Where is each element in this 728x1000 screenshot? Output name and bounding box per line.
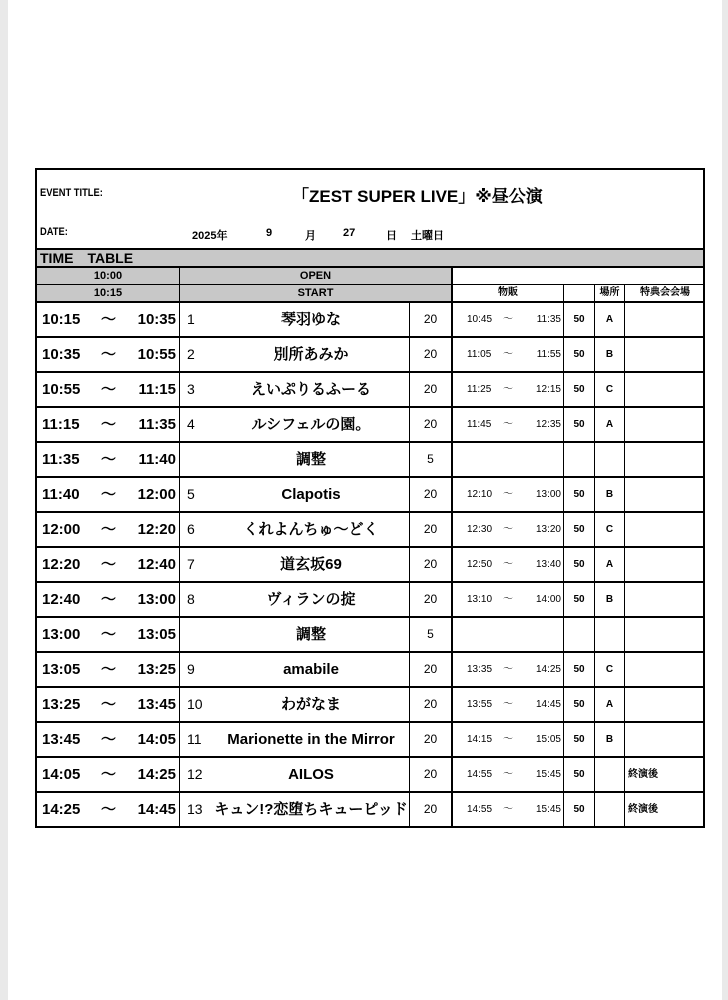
start-time: 10:15 (37, 285, 180, 301)
merch-time-tilde (503, 443, 515, 476)
set-duration: 20 (423, 697, 438, 711)
bonus-venue (628, 583, 698, 616)
merch-start-time: 14:15 (467, 734, 493, 745)
timetable-row (37, 443, 703, 478)
column-divider (179, 548, 180, 581)
merch-time-tilde: 〜 (503, 384, 513, 395)
merch-start-time (467, 618, 497, 651)
set-time-tilde: 〜 (101, 626, 117, 643)
bonus-venue (628, 548, 698, 581)
merch-end-time: 14:25 (535, 664, 561, 675)
column-divider (624, 303, 625, 336)
column-divider (624, 688, 625, 721)
merch-place: A (605, 699, 614, 710)
merch-time-tilde: 〜 (503, 804, 513, 815)
act-number: 6 (187, 521, 195, 537)
set-end-time: 13:25 (137, 661, 176, 678)
act-name: amabile (283, 661, 339, 678)
merch-start-time: 13:10 (467, 594, 493, 605)
merch-place: A (605, 559, 614, 570)
set-start-time: 13:00 (42, 626, 81, 643)
merch-start-time: 10:45 (467, 314, 493, 325)
merch-end-time: 15:05 (535, 734, 561, 745)
bonus-venue (628, 373, 698, 406)
date-label: DATE: (40, 226, 68, 238)
act-name: 調整 (295, 451, 326, 468)
column-divider (179, 758, 180, 791)
set-start-time: 11:40 (42, 486, 80, 503)
timetable-row (37, 723, 703, 758)
set-time-tilde: 〜 (101, 731, 117, 748)
column-divider (451, 688, 453, 721)
act-number: 8 (187, 591, 195, 607)
set-time-tilde: 〜 (101, 696, 117, 713)
column-divider (179, 513, 180, 546)
column-divider (451, 303, 453, 336)
set-duration: 20 (423, 487, 438, 501)
act-number: 11 (187, 731, 202, 747)
merch-time-tilde: 〜 (503, 489, 513, 500)
merch-duration: 50 (573, 769, 585, 780)
merch-duration (564, 618, 594, 651)
set-duration: 5 (427, 452, 434, 466)
bonus-venue (628, 443, 698, 476)
merch-start-time: 13:55 (467, 699, 493, 710)
column-divider (451, 653, 453, 686)
act-number: 1 (187, 311, 195, 327)
set-duration: 20 (423, 662, 438, 676)
timetable-document (35, 168, 705, 828)
act-name: わがなま (280, 696, 341, 713)
set-start-time: 14:05 (42, 766, 81, 783)
column-divider (624, 723, 625, 756)
merch-place: C (605, 664, 614, 675)
column-divider (179, 338, 180, 371)
paper-sheet (8, 0, 722, 1000)
merch-time-tilde: 〜 (503, 664, 513, 675)
set-start-time: 11:15 (42, 416, 80, 433)
merch-duration: 50 (573, 699, 585, 710)
date-year: 2025年 (192, 230, 228, 242)
merch-time-tilde: 〜 (503, 734, 513, 745)
bonus-venue (628, 618, 698, 651)
act-number: 13 (187, 801, 203, 817)
set-start-time: 12:40 (42, 591, 81, 608)
timetable-row (37, 618, 703, 653)
act-name: えいぷりるふーる (250, 381, 371, 398)
timetable-rows (37, 303, 703, 826)
column-divider (179, 583, 180, 616)
date-day-number: 27 (343, 227, 356, 239)
merch-place: A (605, 419, 614, 430)
date-day-unit: 日 (386, 230, 397, 242)
merch-start-time: 11:45 (467, 419, 492, 430)
column-divider (624, 443, 625, 476)
set-end-time: 13:00 (137, 591, 176, 608)
timetable-row (37, 478, 703, 513)
merch-duration: 50 (573, 384, 585, 395)
timetable-row (37, 303, 703, 338)
merch-duration: 50 (573, 489, 585, 500)
set-time-tilde: 〜 (101, 521, 117, 538)
act-number: 4 (187, 416, 195, 432)
set-end-time: 14:45 (137, 801, 176, 818)
set-end-time: 13:45 (137, 696, 176, 713)
merch-time-tilde: 〜 (503, 314, 513, 325)
column-headers (453, 285, 703, 301)
bonus-venue-header: 特典会会場 (640, 287, 690, 298)
set-start-time: 13:45 (42, 731, 81, 748)
merch-place (595, 758, 624, 791)
merch-start-time: 12:50 (467, 559, 493, 570)
set-time-tilde: 〜 (101, 486, 117, 503)
open-label: OPEN (180, 268, 453, 284)
merch-end-time: 13:00 (535, 489, 561, 500)
merch-time-tilde: 〜 (503, 349, 513, 360)
set-duration: 20 (423, 522, 438, 536)
act-name: 道玄坂69 (280, 556, 342, 573)
merch-time-tilde: 〜 (503, 559, 513, 570)
set-duration: 20 (423, 312, 438, 326)
bonus-venue (628, 688, 698, 721)
act-number (187, 618, 211, 651)
act-number: 7 (187, 556, 195, 572)
merch-start-time: 11:05 (467, 349, 492, 360)
set-time-tilde: 〜 (101, 416, 117, 433)
merch-duration: 50 (573, 314, 585, 325)
set-end-time: 14:05 (137, 731, 176, 748)
set-end-time: 12:20 (137, 521, 176, 538)
merch-duration (564, 443, 594, 476)
column-divider (179, 303, 180, 336)
column-divider (624, 408, 625, 441)
event-title: 「ZEST SUPER LIVE」※昼公演 (292, 187, 543, 206)
column-divider (451, 583, 453, 616)
column-divider (179, 373, 180, 406)
set-end-time: 10:35 (137, 311, 176, 328)
set-duration: 20 (423, 382, 438, 396)
set-start-time: 10:55 (42, 381, 81, 398)
bonus-venue (628, 513, 698, 546)
merch-end-time: 12:35 (535, 419, 561, 430)
set-start-time: 14:25 (42, 801, 81, 818)
merch-header: 物販 (453, 285, 564, 301)
set-time-tilde: 〜 (101, 801, 117, 818)
set-time-tilde: 〜 (101, 381, 117, 398)
set-time-tilde: 〜 (101, 661, 117, 678)
set-time-tilde: 〜 (101, 451, 117, 468)
event-title-row (37, 170, 703, 218)
merch-duration: 50 (573, 349, 585, 360)
timetable-row (37, 513, 703, 548)
set-time-tilde: 〜 (101, 591, 117, 608)
timetable-row (37, 758, 703, 793)
timetable-row (37, 653, 703, 688)
set-end-time: 14:25 (137, 766, 176, 783)
column-divider (179, 723, 180, 756)
bonus-venue (628, 303, 698, 336)
act-name: ルシフェルの園。 (251, 416, 371, 433)
set-end-time: 10:55 (137, 346, 176, 363)
merch-time-tilde: 〜 (503, 524, 513, 535)
place-header: 場所 (595, 285, 625, 301)
act-name: ヴィランの掟 (266, 591, 356, 608)
merch-duration: 50 (573, 594, 585, 605)
set-start-time: 12:20 (42, 556, 81, 573)
set-end-time: 11:15 (138, 381, 176, 398)
timetable-row (37, 373, 703, 408)
merch-start-time: 13:35 (467, 664, 493, 675)
set-end-time: 11:40 (138, 451, 176, 468)
date-weekday: 土曜日 (411, 230, 444, 242)
date-month-number: 9 (266, 227, 273, 239)
merch-place (595, 618, 624, 651)
act-name: くれよんちゅ〜どく (243, 521, 379, 538)
column-divider (624, 338, 625, 371)
column-divider (451, 338, 453, 371)
set-duration: 20 (423, 557, 438, 571)
merch-place (595, 793, 624, 826)
act-name: キュン!?恋堕ちキューピッド (214, 801, 408, 818)
set-start-time: 11:35 (42, 451, 80, 468)
act-name: 別所あみか (273, 346, 349, 363)
set-duration: 20 (423, 417, 438, 431)
timetable-row (37, 688, 703, 723)
column-divider (624, 758, 625, 791)
merch-start-time: 11:25 (467, 384, 492, 395)
column-divider (451, 793, 453, 826)
column-divider (451, 548, 453, 581)
merch-duration: 50 (573, 804, 585, 815)
act-number (187, 443, 211, 476)
merch-start-time: 14:55 (467, 769, 493, 780)
column-divider (624, 793, 625, 826)
bonus-venue: 終演後 (628, 804, 658, 815)
merch-place (595, 443, 624, 476)
bonus-venue (628, 408, 698, 441)
set-duration: 20 (423, 767, 438, 781)
column-divider (451, 618, 453, 651)
merch-duration: 50 (573, 419, 585, 430)
column-divider (451, 478, 453, 511)
set-time-tilde: 〜 (101, 766, 117, 783)
set-duration: 20 (423, 802, 438, 816)
column-divider (179, 688, 180, 721)
column-divider (624, 653, 625, 686)
column-divider (451, 513, 453, 546)
merch-time-tilde: 〜 (503, 594, 513, 605)
act-name: 琴羽ゆな (280, 311, 341, 328)
timetable-row (37, 793, 703, 826)
column-divider (451, 443, 453, 476)
column-divider (624, 478, 625, 511)
timetable-row (37, 338, 703, 373)
act-name: Marionette in the Mirror (227, 731, 395, 748)
open-row (37, 268, 703, 285)
bonus-venue (628, 723, 698, 756)
merch-duration-header (564, 285, 595, 301)
merch-place: A (605, 314, 614, 325)
set-start-time: 10:35 (42, 346, 81, 363)
merch-duration: 50 (573, 559, 585, 570)
act-number: 3 (187, 381, 195, 397)
column-divider (179, 408, 180, 441)
column-divider (179, 478, 180, 511)
merch-end-time (527, 618, 561, 651)
set-time-tilde: 〜 (101, 346, 117, 363)
act-number: 2 (187, 346, 195, 362)
set-time-tilde: 〜 (101, 556, 117, 573)
column-divider (624, 583, 625, 616)
merch-place: B (605, 489, 614, 500)
set-duration: 20 (423, 592, 438, 606)
act-number: 5 (187, 486, 195, 502)
merch-place: C (605, 384, 614, 395)
bonus-venue (628, 653, 698, 686)
set-start-time: 10:15 (42, 311, 81, 328)
merch-start-time: 14:55 (467, 804, 493, 815)
merch-start-time: 12:30 (467, 524, 493, 535)
act-number: 10 (187, 696, 203, 712)
merch-place: B (605, 594, 614, 605)
act-number: 9 (187, 661, 195, 677)
event-title-label: EVENT TITLE: (40, 187, 103, 199)
set-start-time: 12:00 (42, 521, 81, 538)
merch-duration: 50 (573, 524, 585, 535)
merch-end-time: 15:45 (535, 804, 561, 815)
column-divider (179, 653, 180, 686)
set-time-tilde: 〜 (101, 311, 117, 328)
merch-duration: 50 (573, 664, 585, 675)
bonus-venue (628, 478, 698, 511)
bonus-venue: 終演後 (628, 769, 658, 780)
column-divider (451, 758, 453, 791)
merch-end-time: 13:40 (535, 559, 561, 570)
merch-end-time: 12:15 (535, 384, 561, 395)
column-divider (451, 408, 453, 441)
act-name: 調整 (295, 626, 326, 643)
set-start-time: 13:05 (42, 661, 81, 678)
timetable-row (37, 583, 703, 618)
set-end-time: 13:05 (137, 626, 176, 643)
column-divider (624, 548, 625, 581)
merch-end-time: 15:45 (535, 769, 561, 780)
date-month-unit: 月 (305, 230, 316, 242)
column-divider (624, 513, 625, 546)
timetable-row (37, 548, 703, 583)
set-end-time: 12:40 (137, 556, 176, 573)
merch-time-tilde: 〜 (503, 769, 513, 780)
open-row-blank (453, 268, 703, 284)
column-divider (451, 373, 453, 406)
merch-place: B (605, 349, 614, 360)
merch-start-time (467, 443, 497, 476)
merch-time-tilde: 〜 (503, 419, 513, 430)
act-name: AILOS (288, 766, 334, 783)
set-duration: 20 (423, 732, 438, 746)
start-label: START (180, 285, 453, 301)
merch-place: C (605, 524, 614, 535)
timetable-band: TIME TABLE (37, 248, 703, 268)
set-duration: 20 (423, 347, 438, 361)
set-start-time: 13:25 (42, 696, 81, 713)
open-time: 10:00 (37, 268, 180, 284)
act-number: 12 (187, 766, 203, 782)
merch-end-time (527, 443, 561, 476)
start-row (37, 285, 703, 303)
column-divider (624, 618, 625, 651)
timetable-row (37, 408, 703, 443)
bonus-venue (628, 338, 698, 371)
merch-place: B (605, 734, 614, 745)
merch-time-tilde (503, 618, 515, 651)
merch-end-time: 11:55 (536, 349, 561, 360)
merch-end-time: 14:45 (535, 699, 561, 710)
set-end-time: 11:35 (138, 416, 176, 433)
column-divider (451, 723, 453, 756)
act-name: Clapotis (281, 486, 341, 503)
set-end-time: 12:00 (137, 486, 176, 503)
column-divider (179, 793, 180, 826)
set-duration: 5 (427, 627, 434, 641)
merch-end-time: 14:00 (535, 594, 561, 605)
merch-start-time: 12:10 (467, 489, 493, 500)
merch-duration: 50 (573, 734, 585, 745)
column-divider (179, 443, 180, 476)
merch-time-tilde: 〜 (503, 699, 513, 710)
merch-end-time: 13:20 (535, 524, 561, 535)
date-row (37, 218, 703, 248)
merch-end-time: 11:35 (536, 314, 561, 325)
column-divider (179, 618, 180, 651)
column-divider (624, 373, 625, 406)
